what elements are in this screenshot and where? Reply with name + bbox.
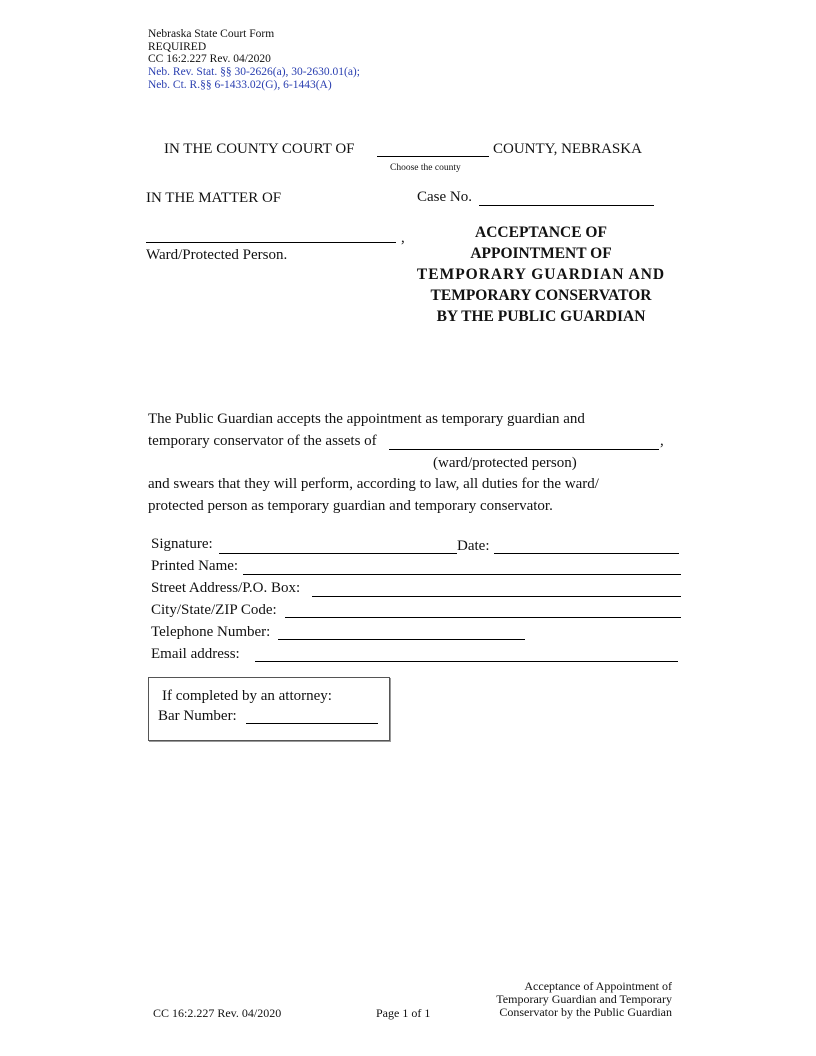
case-number-label: Case No. [417,189,472,205]
phone-label: Telephone Number: [151,624,271,640]
signature-label: Signature: [151,536,213,552]
footer-page-number: Page 1 of 1 [376,1006,431,1020]
county-field[interactable] [377,156,489,157]
email-field[interactable] [255,661,678,662]
body-line-2-comma: , [660,433,664,449]
email-label: Email address: [151,646,240,662]
street-label: Street Address/P.O. Box: [151,580,301,596]
body-line-4: protected person as temporary guardian and temporary conservator. [148,498,553,514]
form-source: Nebraska State Court Form [148,28,275,40]
body-line-3: and swears that they will perform, according to law, all duties for the ward/ [148,476,599,492]
body-line-2: temporary conservator of the assets of [148,433,377,449]
form-number: CC 16:2.227 Rev. 04/2020 [148,53,271,65]
title-line-4: TEMPORARY CONSERVATOR [430,287,652,304]
ward-hint: (ward/protected person) [433,455,577,471]
signature-field[interactable] [219,553,457,554]
statute-link-2[interactable]: Neb. Ct. R.§§ 6-1433.02(G), 6-1443(A) [148,79,332,91]
footer-title-line-2: Temporary Guardian and Temporary [496,992,672,1006]
footer-form-number: CC 16:2.227 Rev. 04/2020 [153,1006,282,1020]
ward-comma: , [401,230,405,246]
ward-assets-field[interactable] [389,449,659,450]
attorney-box [148,677,390,741]
title-line-1: ACCEPTANCE OF [475,224,607,241]
printed-name-field[interactable] [243,574,681,575]
ward-name-field[interactable] [146,242,396,243]
city-field[interactable] [285,617,681,618]
title-line-2: APPOINTMENT OF [470,245,612,262]
phone-field[interactable] [278,639,525,640]
court-suffix: COUNTY, NEBRASKA [493,141,642,157]
document-title [396,222,686,327]
title-line-5: BY THE PUBLIC GUARDIAN [436,308,646,325]
bar-number-label: Bar Number: [158,708,237,724]
date-label: Date: [457,538,490,554]
printed-name-label: Printed Name: [151,558,239,574]
city-label: City/State/ZIP Code: [151,602,277,618]
street-field[interactable] [312,596,681,597]
footer-title-line-3: Conservator by the Public Guardian [499,1005,672,1019]
county-hint: Choose the county [390,163,461,173]
title-line-3: TEMPORARY GUARDIAN AND [416,266,666,283]
body-line-1: The Public Guardian accepts the appointment as temporary guardian and [148,411,585,427]
attorney-box-heading: If completed by an attorney: [162,688,332,704]
statute-link-1[interactable]: Neb. Rev. Stat. §§ 30-2626(a), 30-2630.01(a); [148,66,360,78]
date-field[interactable] [494,553,679,554]
case-number-field[interactable] [479,205,654,206]
court-prefix: IN THE COUNTY COURT OF [164,141,355,157]
form-required: REQUIRED [148,40,207,53]
footer-title [496,980,672,1019]
in-the-matter-of: IN THE MATTER OF [146,190,282,206]
footer-title-line-1: Acceptance of Appointment of [524,979,672,993]
bar-number-field[interactable] [246,723,378,724]
ward-label: Ward/Protected Person. [146,247,288,263]
